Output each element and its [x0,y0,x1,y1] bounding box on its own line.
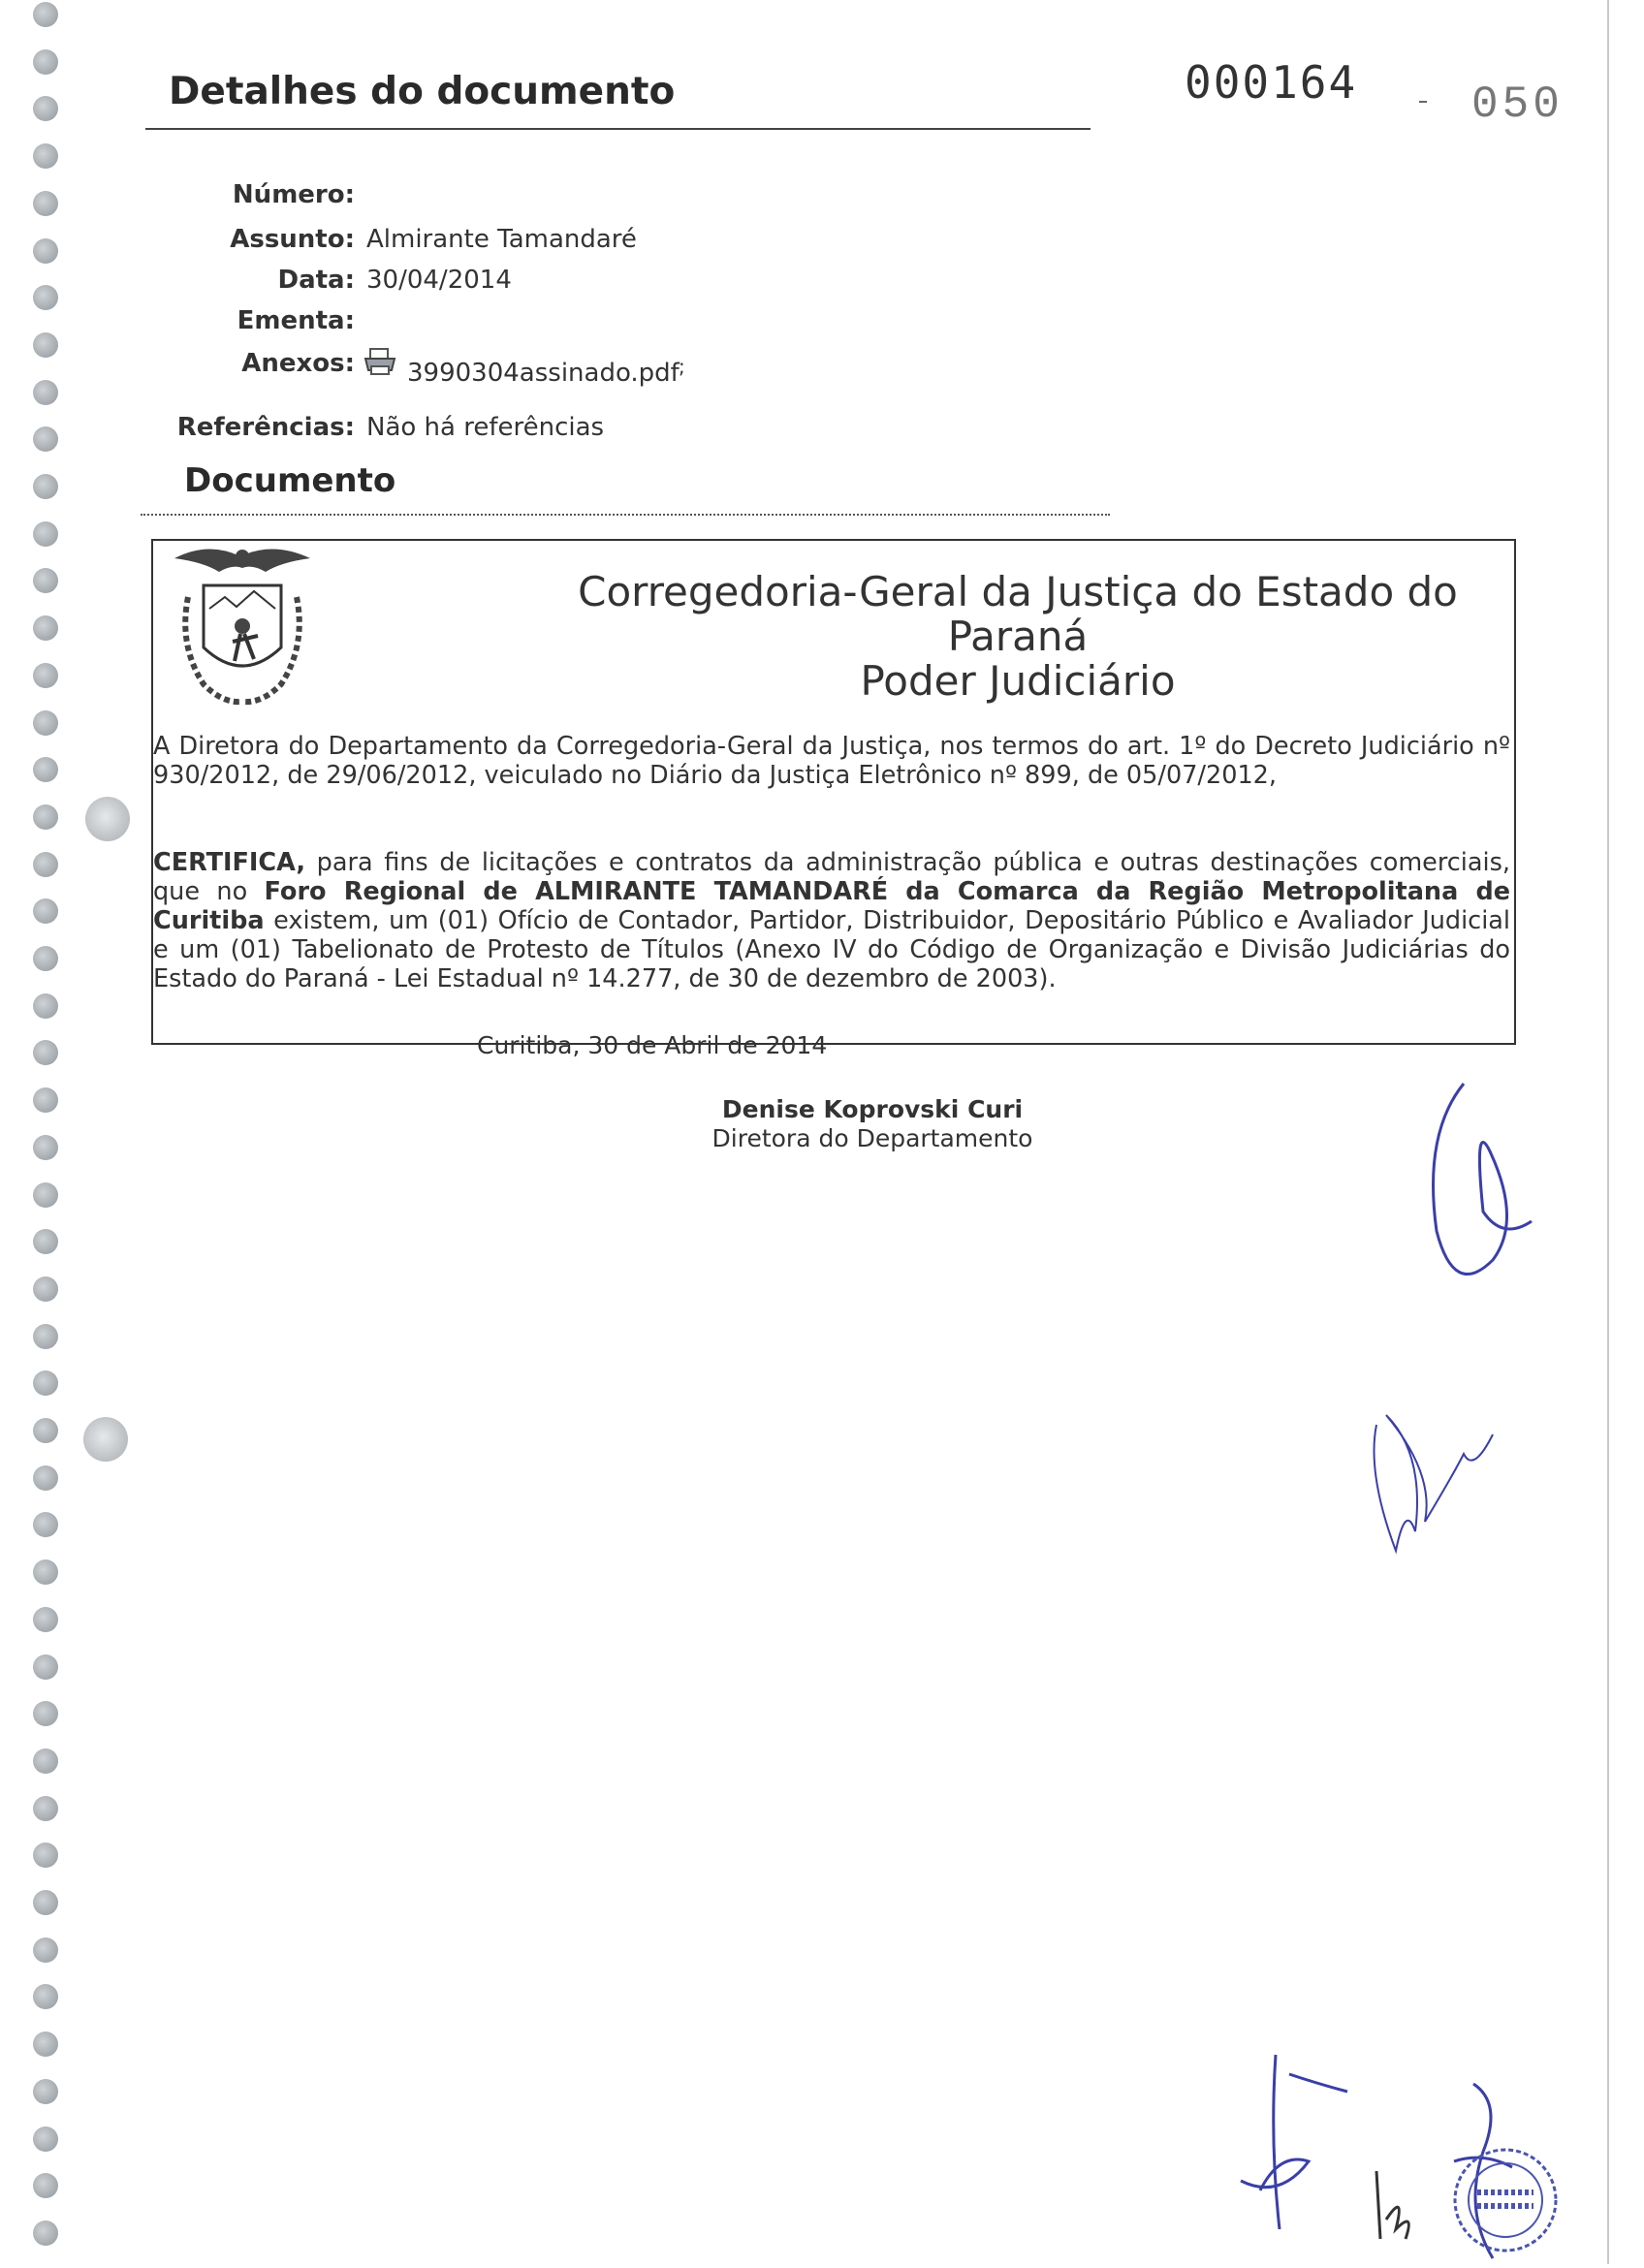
attachment-link[interactable]: 3990304assinado.pdf [407,359,680,388]
heading-line-3: Poder Judiciário [860,657,1176,705]
stamp-number: 000164 [1185,56,1358,109]
parana-coat-of-arms [165,539,320,717]
binder-hole [33,663,58,688]
binder-hole [33,2079,58,2104]
data-value: 30/04/2014 [366,266,512,295]
binder-hole [33,1984,58,2009]
binder-hole [33,568,58,593]
page-edge [1607,0,1609,2264]
binder-hole [33,285,58,310]
page-title: Detalhes do documento [169,70,676,113]
binder-hole [33,380,58,405]
binder-hole [33,2221,58,2246]
print-icon[interactable] [363,345,397,385]
binder-hole [33,946,58,971]
binder-hole [33,1512,58,1537]
handwritten-mark-1 [1221,2045,1376,2239]
binder-hole [33,1465,58,1491]
notary-seal [1442,2142,1568,2258]
punch-hole [83,1417,128,1462]
binder-hole [33,1748,58,1774]
signer-name: Denise Koprovski Curi [721,1095,1024,1123]
binder-hole [33,49,58,75]
binder-hole [33,1324,58,1349]
binder-hole [33,426,58,452]
referencias-label: Referências: [176,413,355,442]
binder-holes [0,0,58,2264]
stamp-dash [1419,101,1427,103]
place-date: Curitiba, 30 de Abril de 2014 [477,1031,828,1059]
binder-hole [33,2032,58,2057]
binder-hole [33,1559,58,1585]
binder-hole [33,757,58,782]
binder-hole [33,1607,58,1632]
binder-hole [33,143,58,169]
binder-hole [33,804,58,830]
page-number-stamp: 050 [1471,79,1564,130]
assunto-value: Almirante Tamandaré [366,225,637,254]
binder-hole [33,1701,58,1726]
binder-hole [33,1276,58,1302]
certifica-keyword: CERTIFICA, [153,848,306,877]
binder-hole [33,474,58,499]
binder-hole [33,1843,58,1868]
signer-role: Diretora do Departamento [711,1124,1033,1152]
data-label: Data: [277,266,355,295]
binder-hole [33,96,58,121]
binder-hole [33,1087,58,1113]
binder-hole [33,1418,58,1443]
binder-hole [33,852,58,877]
binder-hole [33,1796,58,1821]
certificate-paragraph-2 [153,848,1510,993]
binder-hole [33,521,58,547]
punch-hole [85,797,130,841]
binder-hole [33,1040,58,1065]
certificate-heading [543,570,1493,704]
binder-hole [33,1182,58,1208]
binder-hole [33,238,58,264]
binder-hole [33,2173,58,2198]
heading-line-1: Corregedoria-Geral da Justiça do Estado do [578,568,1458,615]
ementa-label: Ementa: [237,306,355,335]
attachment-separator: ; [679,355,685,378]
binder-hole [33,1654,58,1680]
binder-hole [33,2,58,27]
dotted-rule [141,514,1110,516]
binder-hole [33,2126,58,2152]
anexos-label: Anexos: [241,349,355,378]
binder-hole [33,993,58,1019]
binder-hole [33,1937,58,1963]
heading-line-2: Paraná [947,613,1089,660]
binder-hole [33,898,58,924]
binder-hole [33,1370,58,1396]
document-section-title: Documento [184,461,396,500]
binder-hole [33,615,58,641]
paragraph-2-text-2: existem, um (01) Ofício de Contador, Partidor, Distribuidor, Depositário Público e Avaliador Judicial e um (01) Tabelionato de Protesto de Títulos (Anexo IV do Código de Organização e Divisão Judiciárias do Estado do Paraná - Lei Estadual nº 14.277, de 30 de dezembro de 2003). [153,906,1510,993]
binder-hole [33,332,58,358]
handwritten-initials [1357,1396,1512,1560]
binder-hole [33,1229,58,1254]
handwritten-signature [1415,1076,1551,1299]
numero-label: Número: [232,180,355,209]
certificate-paragraph-1: A Diretora do Departamento da Corregedoria-Geral da Justiça, nos termos do art. 1º do Decreto Judiciário nº 930/2012, de 29/06/2012, veiculado no Diário da Justiça Eletrônico nº 899, de 05/07/2012, [153,732,1510,790]
paragraph-2-text-1: para fins de licitações e contratos da administração pública e outras destinações comerciais, que no [153,848,1510,906]
binder-hole [33,1135,58,1160]
referencias-value: Não há referências [366,413,605,442]
foro-name: Foro Regional de ALMIRANTE TAMANDARÉ da Comarca da Região Metropolitana de Curitiba [153,877,1510,935]
binder-hole [33,710,58,736]
assunto-label: Assunto: [230,225,355,254]
binder-hole [33,191,58,216]
handwritten-mark-2 [1367,2152,1435,2249]
title-rule [145,128,1091,130]
binder-hole [33,1890,58,1915]
